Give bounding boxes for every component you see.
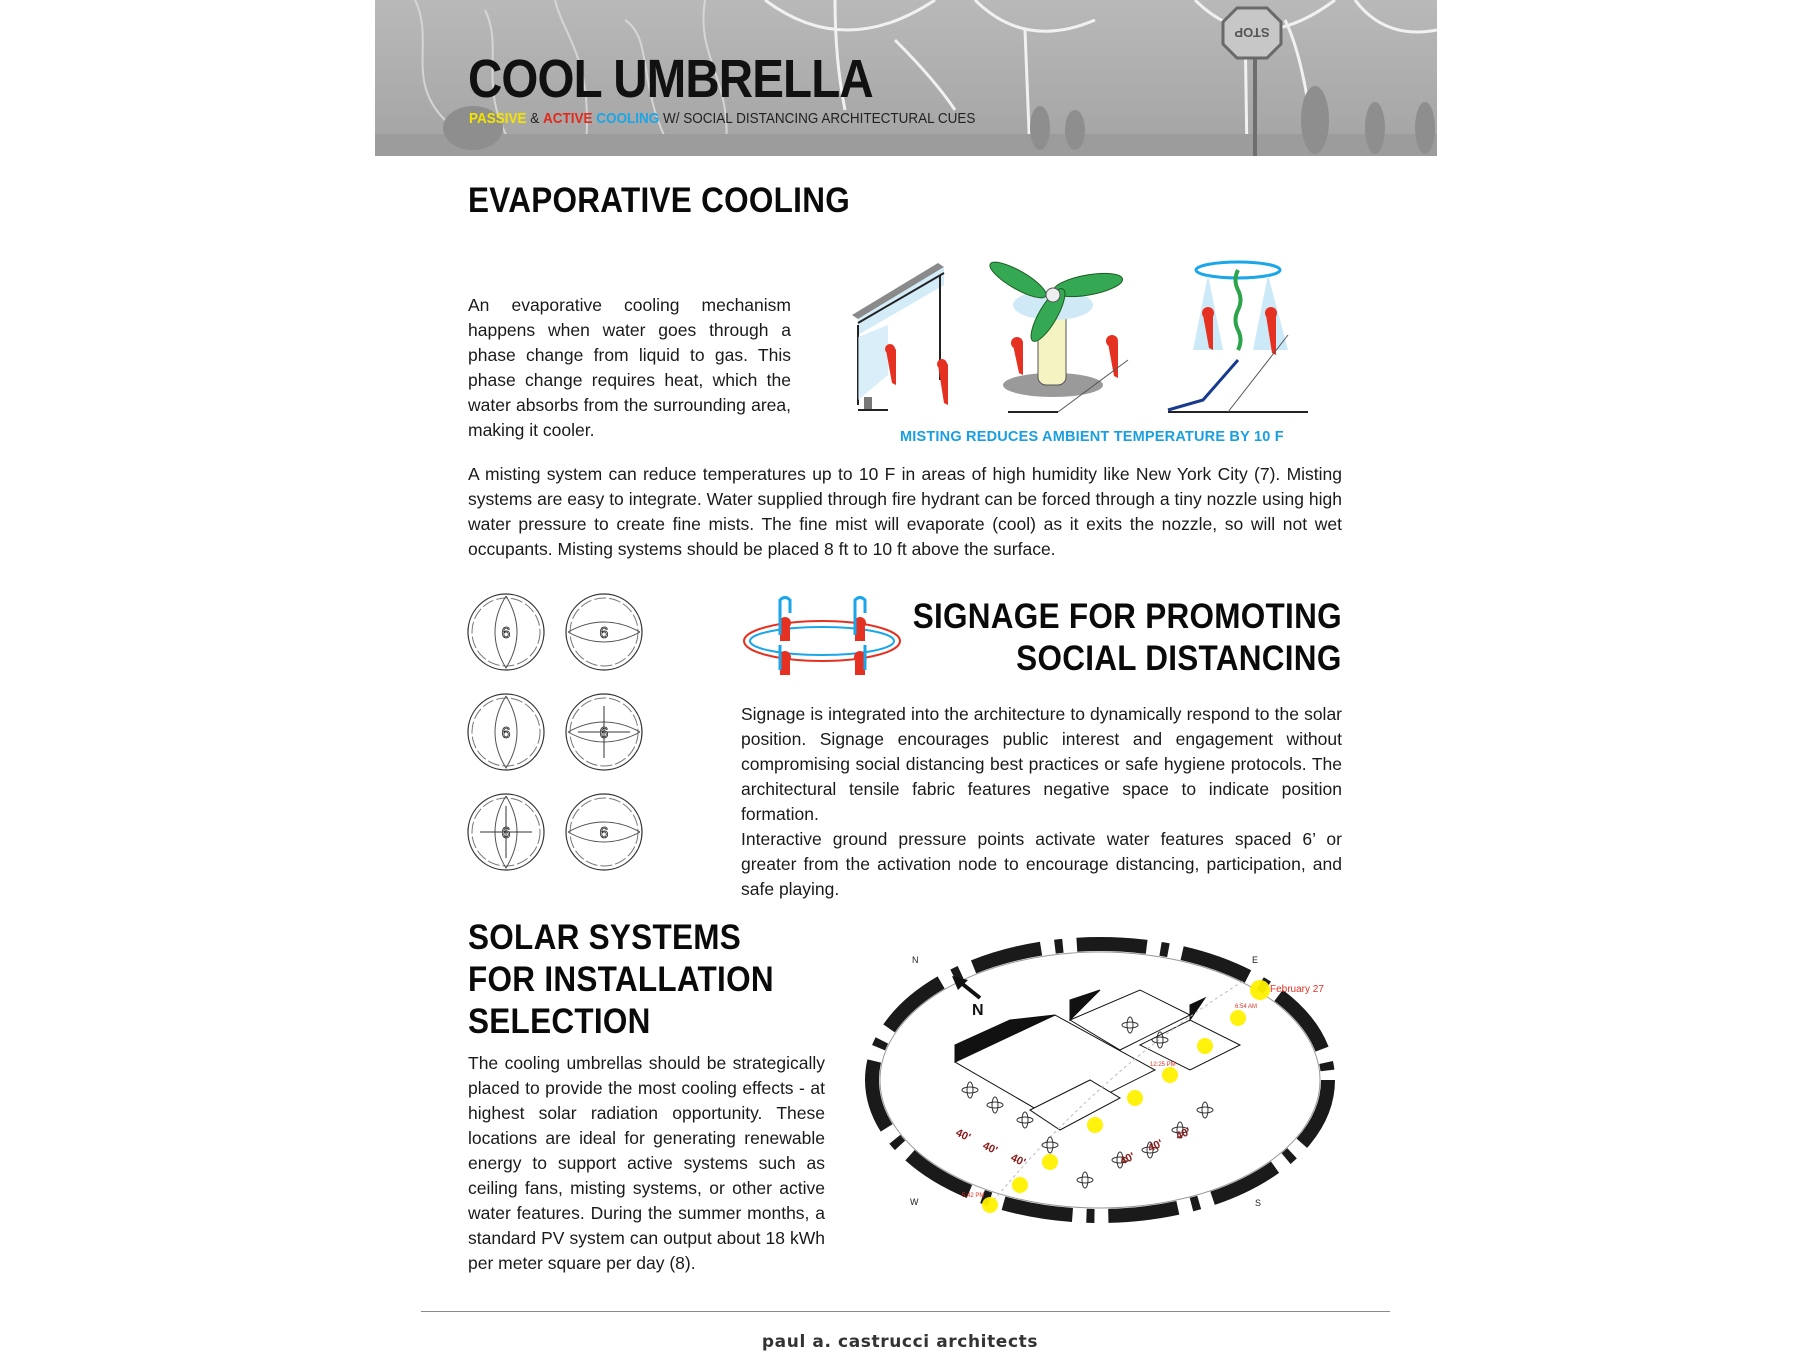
signage-diagram-grid	[466, 592, 666, 882]
footer-credit: paul a. castrucci architects	[761, 1332, 1039, 1352]
subtitle-cooling: COOLING	[596, 110, 660, 127]
solar-site-plan-diagram	[860, 920, 1340, 1240]
signage-paragraph-2: Interactive ground pressure points activate water features spaced 6’ or greater from the activation node to encourage distancing, participation, and safe playing.	[741, 829, 1342, 899]
signage-number-label: 6	[599, 725, 609, 742]
svg-text:40': 40'	[1008, 1151, 1028, 1169]
section-heading-solar-line2: FOR INSTALLATION	[468, 960, 774, 999]
svg-text:40': 40'	[953, 1126, 973, 1144]
page-title: COOL UMBRELLA	[468, 49, 873, 109]
compass-n-label: N	[912, 955, 919, 965]
section-heading-solar-line1: SOLAR SYSTEMS	[468, 918, 742, 957]
misting-canopy-diagram	[852, 263, 948, 410]
signage-number-label: 6	[501, 825, 511, 842]
north-arrow-icon	[952, 976, 984, 1019]
svg-text:STOP: STOP	[1234, 25, 1270, 40]
subtitle-passive: PASSIVE	[469, 110, 527, 127]
header-banner	[375, 0, 1437, 156]
subtitle-rest: W/ SOCIAL DISTANCING ARCHITECTURAL CUES	[659, 110, 976, 127]
signage-circulation-diagram	[740, 595, 910, 685]
misting-caption: MISTING REDUCES AMBIENT TEMPERATURE BY 10 F	[900, 429, 1284, 445]
svg-text:N: N	[972, 1002, 984, 1019]
signage-circle-diagram	[566, 694, 642, 770]
solar-sunrise-time: 6:54 AM	[1235, 1004, 1258, 1010]
signage-circle-diagram	[468, 694, 544, 770]
solar-body-text: The cooling umbrellas should be strategically placed to provide the most cooling effects - at highest solar radiation opportunity. These locations are ideal for generating renewable energy to support active systems such as ceiling fans, misting systems, or other active water features. During the summer months, a standard PV system can output about 18 kWh per meter square per day (8).	[468, 1053, 825, 1273]
mist-hoop-diagram	[1168, 262, 1308, 412]
evaporative-body-text: A misting system can reduce temperatures up to 10 F in areas of high humidity like New York City (7). Misting systems are easy to integrate. Water supplied through fire hydrant can be forced through a tiny nozzle using high water pressure to create fine mists. The fine mist will evaporate (cool) as it exits the nozzle, so will not wet occupants. Misting systems should be placed 8 ft to 10 ft above the surface.	[468, 464, 1342, 559]
signage-number-label: 6	[599, 825, 609, 842]
evaporative-intro-text: An evaporative cooling mechanism happens when water goes through a phase change from liquid to gas. This phase change requires heat, which the water absorbs from the surrounding area, making it cooler.	[468, 295, 791, 440]
solar-sunset-time: 5:42 PM	[962, 1193, 985, 1199]
signage-circle-diagram	[566, 594, 642, 670]
section-heading-evaporative: EVAPORATIVE COOLING	[468, 181, 850, 220]
signage-number-label: 6	[501, 625, 511, 642]
page-subtitle	[469, 110, 975, 127]
signage-circle-diagram	[468, 794, 544, 870]
section-heading-signage-line2: SOCIAL DISTANCING	[1016, 639, 1342, 678]
misting-illustrations	[848, 255, 1308, 425]
section-heading-solar-line3: SELECTION	[468, 1002, 651, 1041]
svg-text:40': 40'	[1118, 1150, 1137, 1168]
solar-noon-time: 12:25 PM	[1150, 1062, 1176, 1068]
stop-sign-icon	[1223, 8, 1281, 156]
compass-e-label: E	[1252, 955, 1259, 965]
svg-text:40': 40'	[1174, 1125, 1193, 1143]
section-heading-signage-line1: SIGNAGE FOR PROMOTING	[912, 597, 1342, 636]
signage-paragraph-1: Signage is integrated into the architecture to dynamically respond to the solar position. Signage encourages public interest and engagement without compromising social distancing best practices or safe hygiene protocols. The architectural tensile fabric features negative space to indicate position formation.	[741, 704, 1342, 824]
svg-text:40': 40'	[1146, 1137, 1165, 1155]
subtitle-amp: &	[526, 110, 544, 127]
svg-text:40': 40'	[980, 1139, 1000, 1157]
solar-date-label: February 27	[1270, 984, 1324, 995]
compass-w-label: W	[910, 1197, 919, 1207]
signage-number-label: 6	[501, 725, 511, 742]
signage-number-label: 6	[599, 625, 609, 642]
compass-s-label: S	[1255, 1198, 1262, 1208]
signage-circle-diagram	[566, 794, 642, 870]
ceiling-fan-diagram	[986, 256, 1128, 412]
subtitle-active: ACTIVE	[543, 110, 593, 127]
signage-circle-diagram	[468, 594, 544, 670]
dimension-labels	[954, 1125, 1193, 1169]
footer-divider	[421, 1311, 1390, 1312]
